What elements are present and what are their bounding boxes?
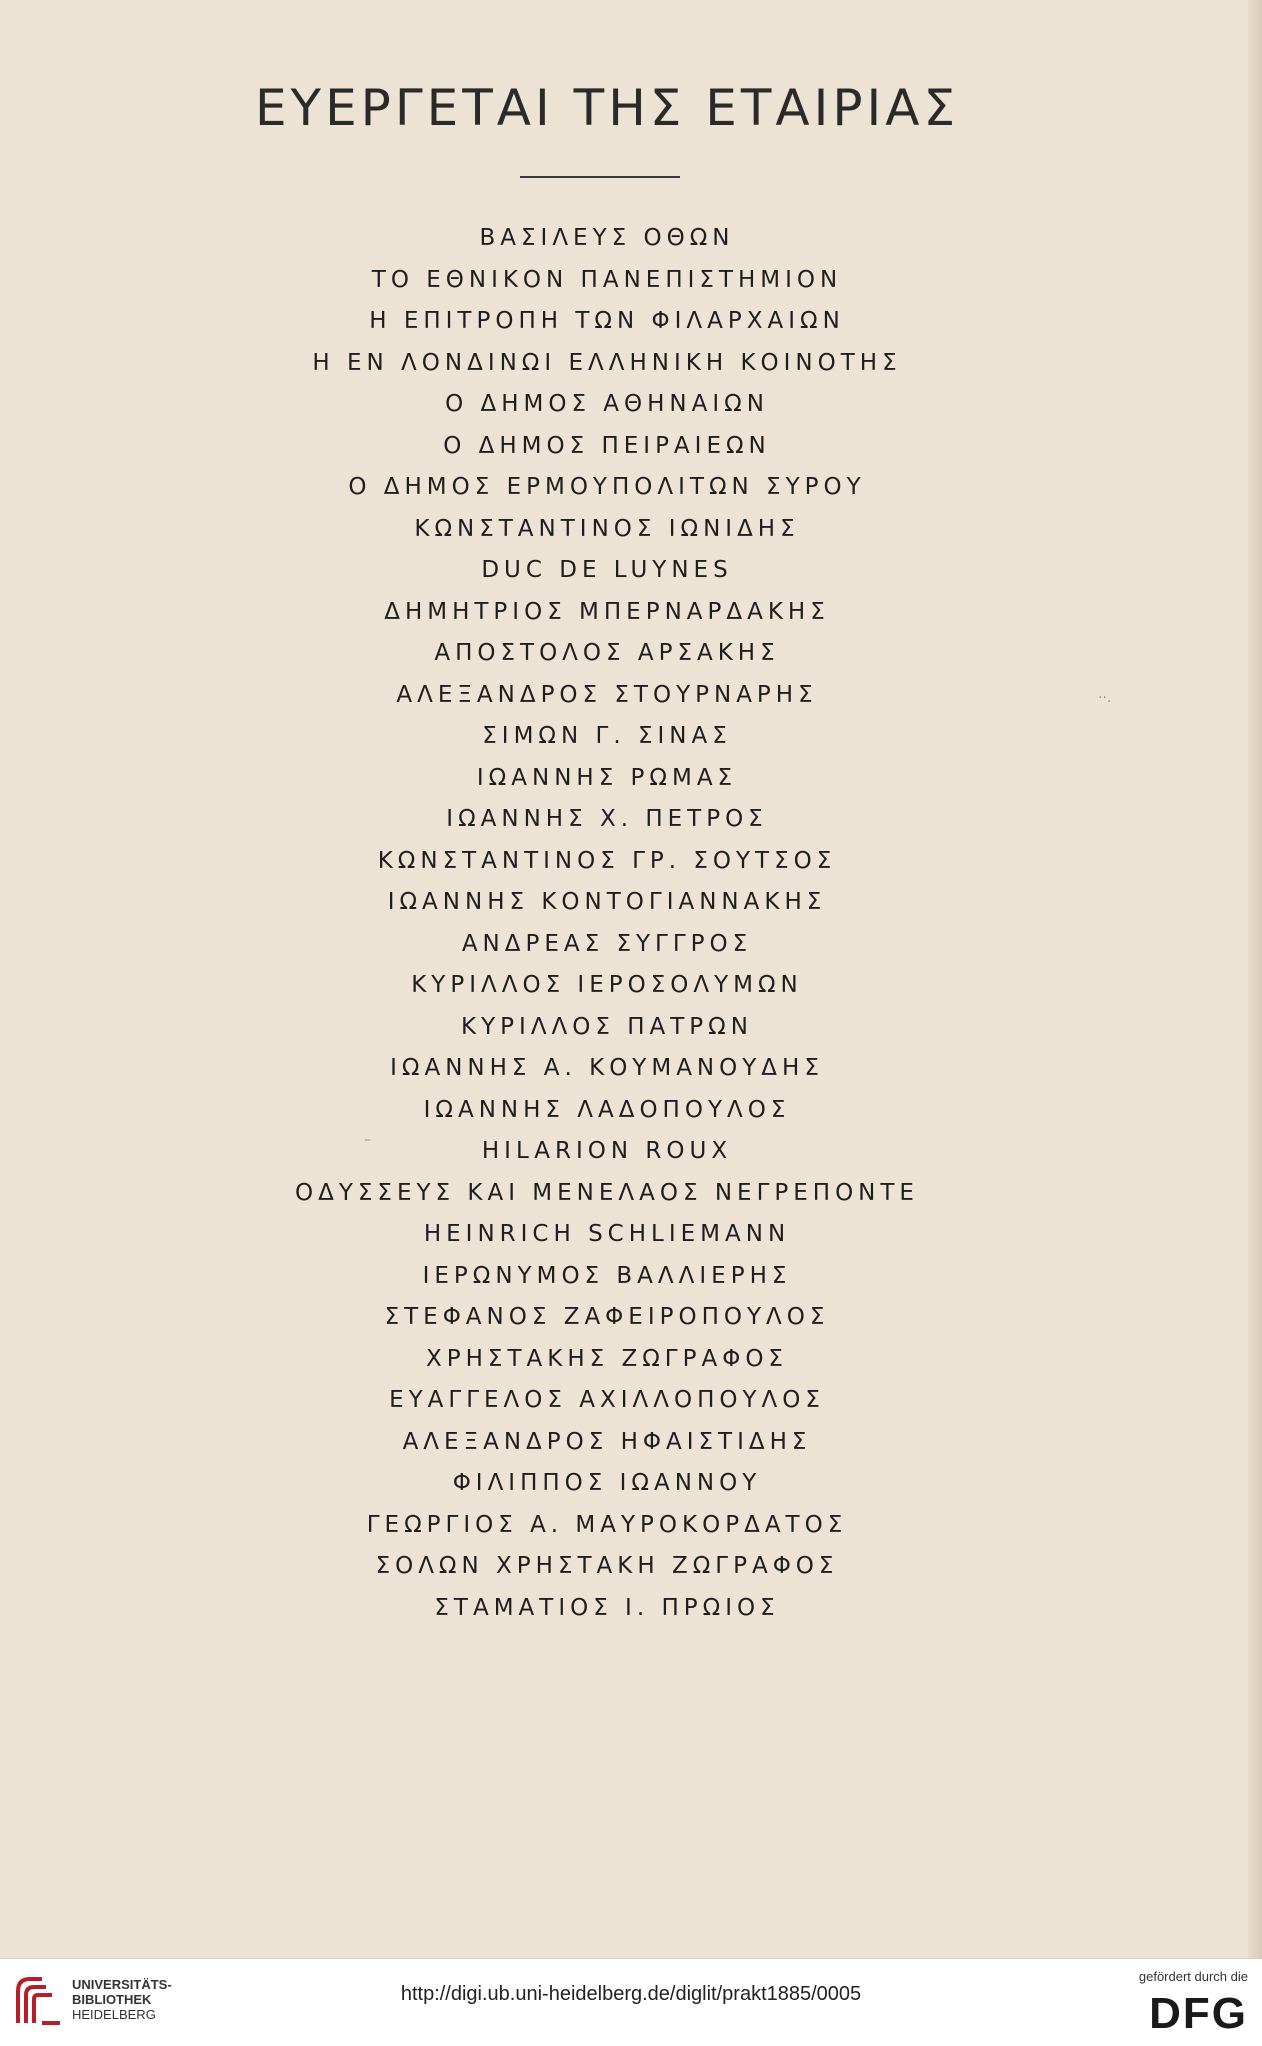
dfg-logo: DFG — [1149, 1989, 1248, 2038]
page-title: ΕΥΕΡΓΕΤΑΙ ΤΗΣ ΕΤΑΙΡΙΑΣ — [254, 79, 960, 137]
page-edge-shadow — [1248, 0, 1262, 1958]
benefactor-name: ΕΥΑΓΓΕΛΟΣ ΑΧΙΛΛΟΠΟΥΛΟΣ — [389, 1387, 825, 1413]
benefactors-list — [0, 218, 1214, 1629]
benefactor-name: ΚΩΝΣΤΑΝΤΙΝΟΣ ΙΩΝΙΔΗΣ — [414, 515, 800, 542]
benefactor-name: ΔΗΜΗΤΡΙΟΣ ΜΠΕΡΝΑΡΔΑΚΗΣ — [384, 598, 830, 625]
benefactor-name: ΓΕΩΡΓΙΟΣ Α. ΜΑΥΡΟΚΟΡΔΑΤΟΣ — [366, 1511, 848, 1538]
benefactor-name: ΣΤΑΜΑΤΙΟΣ Ι. ΠΡΩΙΟΣ — [434, 1594, 780, 1621]
library-line-2: BIBLIOTHEK — [72, 1992, 152, 2007]
benefactor-name: ΑΛΕΞΑΝΔΡΟΣ ΗΦΑΙΣΤΙΔΗΣ — [402, 1428, 812, 1455]
pencil-mark: – — [364, 1132, 371, 1148]
benefactor-name: ΦΙΛΙΠΠΟΣ ΙΩΑΝΝΟΥ — [452, 1470, 762, 1496]
benefactor-name: ΙΩΑΝΝΗΣ ΛΑΔΟΠΟΥΛΟΣ — [423, 1096, 791, 1123]
library-line-1: UNIVERSITÄTS- — [72, 1977, 172, 1992]
benefactor-name: HILARION ROUX — [481, 1138, 733, 1164]
benefactor-name: ΚΥΡΙΛΛΟΣ ΙΕΡΟΣΟΛΥΜΩΝ — [411, 972, 803, 998]
title-divider — [520, 176, 680, 178]
benefactor-name: ΙΕΡΩΝΥΜΟΣ ΒΑΛΛΙΕΡΗΣ — [422, 1262, 792, 1289]
benefactor-name: ΚΥΡΙΛΛΟΣ ΠΑΤΡΩΝ — [461, 1013, 753, 1040]
benefactor-name: DUC DE LUYNES — [481, 557, 733, 583]
digitization-footer — [0, 1958, 1262, 2046]
benefactor-name: ΑΠΟΣΤΟΛΟΣ ΑΡΣΑΚΗΣ — [434, 640, 780, 666]
benefactor-name: Ο ΔΗΜΟΣ ΑΘΗΝΑΙΩΝ — [445, 391, 769, 417]
benefactor-name: ΣΙΜΩΝ Γ. ΣΙΝΑΣ — [482, 723, 732, 749]
funding-caption: gefördert durch die — [1138, 1969, 1248, 1984]
benefactor-name: ΙΩΑΝΝΗΣ Α. ΚΟΥΜΑΝΟΥΔΗΣ — [390, 1055, 824, 1081]
benefactor-name: ΒΑΣΙΛΕΥΣ ΟΘΩΝ — [479, 225, 735, 251]
permalink-url[interactable]: http://digi.ub.uni-heidelberg.de/diglit/prakt1885/0005 — [400, 1983, 862, 2005]
benefactor-name: ΣΤΕΦΑΝΟΣ ΖΑΦΕΙΡΟΠΟΥΛΟΣ — [384, 1304, 830, 1330]
benefactor-name: ΤΟ ΕΘΝΙΚΟΝ ΠΑΝΕΠΙΣΤΗΜΙΟΝ — [371, 266, 843, 293]
benefactor-name: ΣΟΛΩΝ ΧΡΗΣΤΑΚΗ ΖΩΓΡΑΦΟΣ — [375, 1553, 839, 1579]
benefactor-name: ΑΛΕΞΑΝΔΡΟΣ ΣΤΟΥΡΝΑΡΗΣ — [396, 681, 818, 708]
benefactor-name: ΑΝΔΡΕΑΣ ΣΥΓΓΡΟΣ — [461, 930, 753, 957]
benefactor-name: Ο ΔΗΜΟΣ ΠΕΙΡΑΙΕΩΝ — [443, 432, 771, 459]
benefactor-name: ΙΩΑΝΝΗΣ Χ. ΠΕΤΡΟΣ — [446, 806, 768, 832]
benefactor-name: ΙΩΑΝΝΗΣ ΚΟΝΤΟΓΙΑΝΝΑΚΗΣ — [387, 889, 827, 915]
benefactor-name: HEINRICH SCHLIEMANN — [423, 1221, 791, 1247]
benefactor-name: ΟΔΥΣΣΕΥΣ ΚΑΙ ΜΕΝΕΛΑΟΣ ΝΕΓΡΕΠΟΝΤΕ — [295, 1179, 919, 1206]
benefactor-name: Η ΕΠΙΤΡΟΠΗ ΤΩΝ ΦΙΛΑΡΧΑΙΩΝ — [369, 308, 845, 334]
benefactor-name: ΚΩΝΣΤΑΝΤΙΝΟΣ ΓΡ. ΣΟΥΤΣΟΣ — [377, 847, 837, 874]
benefactor-name: ΙΩΑΝΝΗΣ ΡΩΜΑΣ — [476, 764, 738, 791]
library-line-3: HEIDELBERG — [72, 2007, 156, 2022]
benefactor-name: Ο ΔΗΜΟΣ ΕΡΜΟΥΠΟΛΙΤΩΝ ΣΥΡΟΥ — [348, 474, 866, 500]
benefactor-name: Η ΕΝ ΛΟΝΔΙΝΩΙ ΕΛΛΗΝΙΚΗ ΚΟΙΝΟΤΗΣ — [312, 349, 902, 376]
benefactor-name: ΧΡΗΣΤΑΚΗΣ ΖΩΓΡΑΦΟΣ — [426, 1345, 788, 1372]
ink-speck: ··. — [1098, 690, 1112, 706]
